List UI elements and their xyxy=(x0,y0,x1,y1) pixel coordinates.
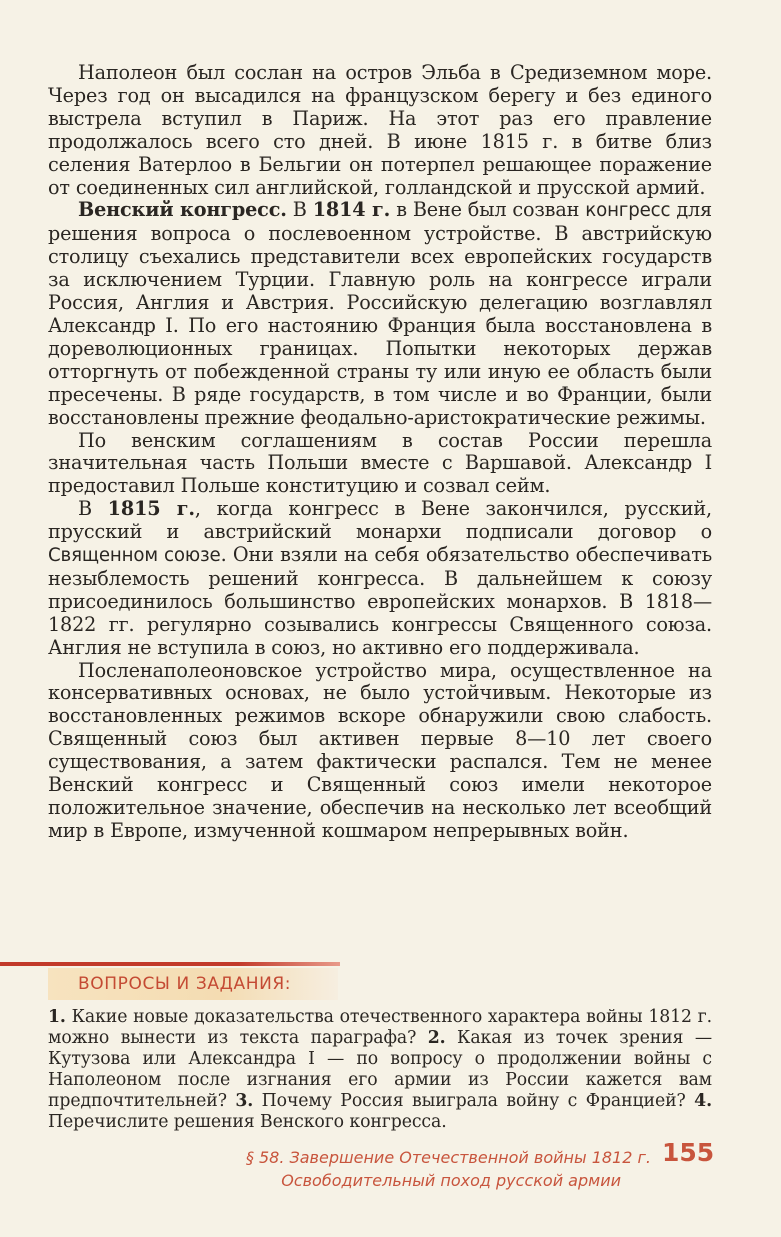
questions-divider xyxy=(0,962,340,966)
question-number-1: 1. xyxy=(48,1007,66,1027)
paragraph-vienna-congress xyxy=(48,199,712,429)
running-footer-section: § 58. Завершение Отечественной войны 1812 г. xyxy=(245,1148,651,1167)
p4-text-2: , когда конгресс в Вене закончился, русский, прусский и австрийский монархи подписали договор о xyxy=(48,497,712,544)
paragraph-holy-alliance xyxy=(48,498,712,659)
question-4: Перечислите решения Венского конгресса. xyxy=(48,1112,447,1132)
p4-text-3: . Они взяли на себя обязательство обеспечивать незыблемость решений конгресса. В дальнейшем к союзу присоединилось большинство европейских монархов. В 1818—1822 гг. регулярно созывались конгрессы Священного союза. Англия не вступила в союз, но активно его поддерживала. xyxy=(48,543,713,659)
paragraph-napoleon-exile: Наполеон был сослан на остров Эльба в Средиземном море. Через год он высадился на французском берегу и без единого выстрела вступил в Париж. На этот раз его правление продолжалось всего сто дней. В июне 1815 г. в битве близ селения Ватерлоо в Бельгии он потерпел решающее поражение от соединенных сил английской, голландской и прусской армий. xyxy=(48,61,712,199)
paragraph-post-napoleonic-order: Посленаполеоновское устройство мира, осуществленное на консервативных основах, не было устойчивым. Некоторые из восстановленных режимов вскоре обнаружили свою слабость. Священный союз был активен первые 8—10 лет своего существования, а затем фактически распался. Тем не менее Венский конгресс и Священный союз имели некоторое положительное значение, обеспечив на несколько лет всеобщий мир в Европе, измученной кошмаром непрерывных войн. xyxy=(48,658,712,842)
question-3: Почему Россия выиграла войну с Францией? xyxy=(253,1091,695,1111)
section-heading-vienna-congress: Венский конгресс. xyxy=(78,198,287,222)
questions-list xyxy=(48,1007,712,1133)
question-number-2: 2. xyxy=(427,1028,446,1048)
p4-text-1: В xyxy=(78,497,108,521)
term-congress: конгресс xyxy=(585,200,671,222)
term-holy-alliance: Священном союзе xyxy=(48,545,221,567)
p2-text-1: В xyxy=(286,198,313,222)
p2-text-3: для решения вопроса о послевоенном устройстве. В австрийскую столицу съехались представители всех европейских государств за исключением Турции. Главную роль на конгрессе играли Россия, Англия и Австрия. Российскую делегацию возглавлял Александр I. По его настоянию Франция была восстановлена в дореволюционных границах. Попытки некоторых держав отторгнуть от побежденной страны ту или иную ее область были пресечены. В ряде государств, в том числе и во Франции, были восстановлены прежние феодально-аристократические режимы. xyxy=(48,198,712,429)
running-footer-subtitle: Освободительный поход русской армии xyxy=(281,1171,621,1190)
paragraph-poland: По венским соглашениям в состав России перешла значительная часть Польши вместе с Варшавой. Александр I предоставил Польше конституцию и созвал сейм. xyxy=(48,428,712,498)
main-text xyxy=(48,62,712,843)
question-2: Какая из точек зрения — Кутузова или Александра I — по вопросу о продолжении войны с Наполеоном после изгнания его армии из России кажется вам предпочтительней? xyxy=(48,1028,712,1111)
question-number-4: 4. xyxy=(694,1091,712,1111)
question-1: Какие новые доказательства отечественного характера войны 1812 г. можно вынести из текста параграфа? xyxy=(48,1007,712,1048)
p2-text-2: в Вене был созван xyxy=(390,198,586,222)
page-number: 155 xyxy=(662,1138,715,1167)
year-1814: 1814 г. xyxy=(312,198,391,222)
questions-title: ВОПРОСЫ И ЗАДАНИЯ: xyxy=(78,974,292,994)
question-number-3: 3. xyxy=(235,1091,254,1111)
year-1815: 1815 г. xyxy=(107,497,195,521)
